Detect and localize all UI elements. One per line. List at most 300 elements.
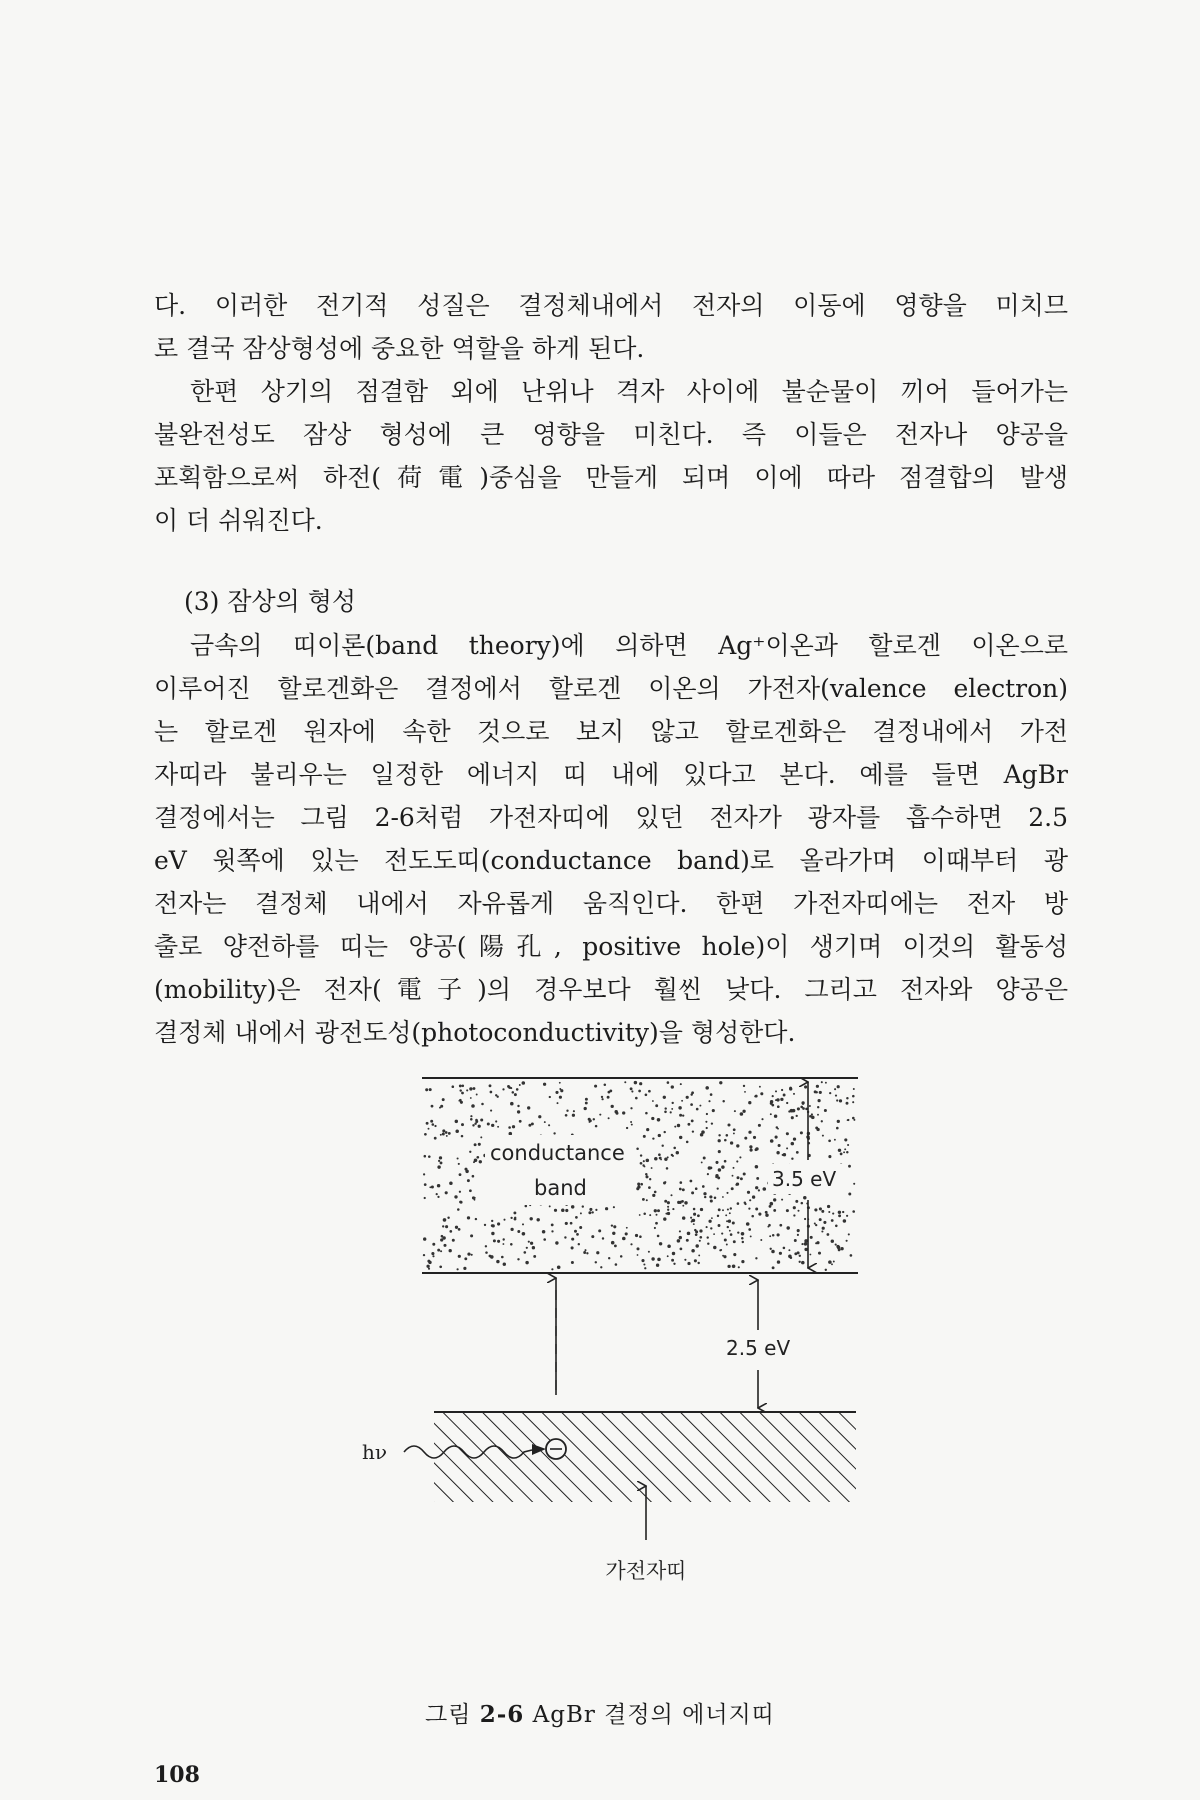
stipple-dot <box>682 1205 684 1207</box>
stipple-dot <box>730 1233 733 1236</box>
stipple-dot <box>754 1095 756 1097</box>
stipple-dot <box>454 1195 457 1198</box>
stipple-dot <box>814 1208 817 1211</box>
stipple-dot <box>817 1114 819 1116</box>
stipple-dot <box>816 1128 819 1131</box>
stipple-dot <box>646 1128 649 1131</box>
stipple-dot <box>503 1219 505 1221</box>
stipple-dot <box>727 1123 730 1126</box>
stipple-dot <box>549 1096 551 1098</box>
stipple-dot <box>579 1226 582 1229</box>
stipple-dot <box>472 1124 474 1126</box>
stipple-dot <box>517 1105 519 1107</box>
stipple-dot <box>472 1175 475 1178</box>
stipple-dot <box>464 1257 467 1260</box>
stipple-dot <box>699 1229 702 1232</box>
stipple-dot <box>698 1254 700 1256</box>
stipple-dot <box>775 1136 778 1139</box>
stipple-dot <box>677 1239 681 1243</box>
stipple-dot <box>582 1205 584 1207</box>
stipple-dot <box>672 1208 674 1210</box>
stipple-dot <box>836 1245 839 1248</box>
stipple-dot <box>679 1181 682 1184</box>
stipple-dot <box>487 1122 490 1125</box>
stipple-dot <box>825 1269 827 1271</box>
stipple-dot <box>727 1226 729 1228</box>
stipple-dot <box>639 1082 642 1085</box>
stipple-dot <box>732 1265 736 1269</box>
stipple-dot <box>755 1186 758 1189</box>
stipple-dot <box>478 1125 481 1128</box>
stipple-dot <box>665 1213 667 1215</box>
stipple-dot <box>557 1266 561 1270</box>
stipple-dot <box>736 1144 739 1147</box>
stipple-dot <box>522 1223 524 1225</box>
stipple-dot <box>428 1155 431 1158</box>
stipple-dot <box>501 1256 504 1259</box>
stipple-dot <box>431 1105 434 1108</box>
stipple-dot <box>743 1172 746 1175</box>
stipple-dot <box>777 1105 780 1108</box>
stipple-dot <box>459 1084 462 1087</box>
stipple-dot <box>729 1230 731 1232</box>
stipple-dot <box>467 1179 470 1182</box>
stipple-dot <box>510 1102 514 1106</box>
stipple-dot <box>527 1106 530 1109</box>
stipple-dot <box>700 1208 703 1211</box>
stipple-dot <box>476 1156 479 1159</box>
stipple-dot <box>759 1086 761 1088</box>
stipple-dot <box>430 1120 433 1123</box>
stipple-dot <box>693 1213 696 1216</box>
stipple-dot <box>682 1114 684 1116</box>
stipple-dot <box>755 1257 757 1259</box>
stipple-dot <box>680 1083 682 1085</box>
stipple-dot <box>496 1260 499 1263</box>
stipple-dot <box>818 1252 821 1255</box>
stipple-dot <box>443 1244 446 1247</box>
stipple-dot <box>753 1136 756 1139</box>
stipple-dot <box>699 1105 701 1107</box>
stipple-dot <box>654 1209 657 1212</box>
stipple-dot <box>533 1255 536 1258</box>
stipple-dot <box>847 1144 849 1146</box>
stipple-dot <box>769 1235 771 1237</box>
stipple-dot <box>434 1125 436 1127</box>
stipple-dot <box>648 1090 651 1093</box>
stipple-dot <box>770 1248 772 1250</box>
stipple-dot <box>733 1240 736 1243</box>
stipple-dot <box>773 1198 776 1201</box>
stipple-dot <box>755 1208 758 1211</box>
stipple-dot <box>646 1199 648 1201</box>
stipple-dot <box>497 1126 499 1128</box>
stipple-dot <box>838 1149 841 1152</box>
stipple-dot <box>439 1156 442 1159</box>
stipple-dot <box>614 1244 617 1247</box>
stipple-dot <box>549 1205 551 1207</box>
stipple-dot <box>601 1096 603 1098</box>
stipple-dot <box>528 1241 530 1243</box>
stipple-dot <box>491 1232 494 1235</box>
stipple-dot <box>593 1118 595 1120</box>
stipple-dot <box>667 1245 671 1249</box>
stipple-dot <box>553 1132 555 1134</box>
stipple-dot <box>591 1235 594 1238</box>
stipple-dot <box>480 1118 483 1121</box>
stipple-dot <box>611 1105 614 1108</box>
stipple-dot <box>485 1245 487 1247</box>
stipple-dot <box>434 1137 437 1140</box>
stipple-dot <box>853 1183 855 1185</box>
stipple-dot <box>748 1101 751 1104</box>
stipple-dot <box>691 1249 695 1253</box>
stipple-dot <box>528 1124 531 1127</box>
stipple-dot <box>667 1081 670 1084</box>
stipple-dot <box>783 1247 786 1250</box>
stipple-dot <box>462 1085 465 1088</box>
stipple-dot <box>571 1205 574 1208</box>
stipple-dot <box>507 1085 510 1088</box>
stipple-dot <box>834 1088 836 1090</box>
stipple-dot <box>514 1093 517 1096</box>
stipple-dot <box>847 1119 849 1121</box>
stipple-dot <box>440 1105 443 1108</box>
stipple-dot <box>588 1211 591 1214</box>
stipple-dot <box>447 1217 449 1219</box>
stipple-dot <box>642 1198 645 1201</box>
stipple-dot <box>737 1202 740 1205</box>
stipple-dot <box>794 1239 797 1242</box>
stipple-dot <box>455 1130 459 1134</box>
stipple-dot <box>797 1234 799 1236</box>
stipple-dot <box>503 1263 506 1266</box>
stipple-dot <box>630 1107 632 1109</box>
stipple-dot <box>643 1263 645 1265</box>
stipple-dot <box>710 1199 713 1202</box>
stipple-dot <box>432 1243 435 1246</box>
stipple-dot <box>789 1087 792 1090</box>
stipple-dot <box>641 1259 644 1262</box>
stipple-dot <box>554 1209 557 1212</box>
stipple-dot <box>697 1262 699 1264</box>
stipple-dot <box>801 1261 805 1265</box>
stipple-dot <box>692 1130 694 1132</box>
stipple-dot <box>490 1255 494 1259</box>
stipple-dot <box>819 1207 822 1210</box>
stipple-dot <box>770 1102 773 1105</box>
stipple-dot <box>718 1139 721 1142</box>
stipple-dot <box>853 1119 855 1121</box>
stipple-dot <box>733 1253 736 1256</box>
stipple-dot <box>519 1120 522 1123</box>
stipple-dot <box>612 1232 615 1235</box>
stipple-dot <box>667 1201 670 1204</box>
stipple-dot <box>652 1100 654 1102</box>
stipple-dot <box>626 1227 628 1229</box>
stipple-dot <box>848 1193 851 1196</box>
stipple-dot <box>503 1238 505 1240</box>
stipple-dot <box>732 1221 735 1224</box>
stipple-dot <box>730 1207 732 1209</box>
stipple-dot <box>828 1260 832 1264</box>
stipple-dot <box>796 1151 799 1154</box>
stipple-dot <box>648 1251 650 1253</box>
stipple-dot <box>490 1110 492 1112</box>
stipple-dot <box>691 1091 694 1094</box>
stipple-dot <box>574 1230 577 1233</box>
stipple-dot <box>634 1081 637 1084</box>
stipple-dot <box>707 1173 709 1175</box>
stipple-dot <box>517 1230 520 1233</box>
stipple-dot <box>701 1130 705 1134</box>
stipple-dot <box>848 1165 851 1168</box>
stipple-dot <box>571 1238 574 1241</box>
stipple-dot <box>474 1122 476 1124</box>
stipple-dot <box>639 1214 641 1216</box>
stipple-dot <box>449 1249 452 1252</box>
stipple-dot <box>829 1092 831 1094</box>
stipple-dot <box>604 1083 607 1086</box>
stipple-dot <box>445 1225 448 1228</box>
stipple-dot <box>838 1214 841 1217</box>
stipple-dot <box>842 1211 844 1213</box>
stipple-dot <box>777 1128 779 1130</box>
valence-band <box>434 1412 856 1502</box>
stipple-dot <box>771 1250 775 1254</box>
stipple-dot <box>620 1255 623 1258</box>
stipple-dot <box>715 1176 717 1178</box>
stipple-dot <box>706 1127 708 1129</box>
stipple-dot <box>559 1088 561 1090</box>
stipple-dot <box>708 1100 710 1102</box>
stipple-dot <box>467 1216 470 1219</box>
stipple-dot <box>522 1081 526 1085</box>
stipple-dot <box>613 1206 615 1208</box>
stipple-dot <box>481 1103 484 1106</box>
stipple-dot <box>724 1160 727 1163</box>
stipple-dot <box>721 1165 724 1168</box>
stipple-dot <box>804 1242 808 1246</box>
stipple-dot <box>576 1233 579 1236</box>
stipple-dot <box>584 1249 586 1251</box>
stipple-dot <box>439 1265 442 1268</box>
stipple-dot <box>667 1206 669 1208</box>
band-width-label: 3.5 eV <box>772 1167 837 1191</box>
stipple-dot <box>749 1145 752 1148</box>
stipple-dot <box>457 1157 459 1159</box>
stipple-dot <box>624 1081 626 1083</box>
band-gap-label: 2.5 eV <box>726 1336 791 1360</box>
stipple-dot <box>667 1209 669 1211</box>
stipple-dot <box>679 1114 682 1117</box>
stipple-dot <box>525 1205 528 1208</box>
stipple-dot <box>551 1268 553 1270</box>
stipple-dot <box>823 1221 826 1224</box>
stipple-dot <box>680 1248 683 1251</box>
stipple-dot <box>747 1191 750 1194</box>
stipple-dot <box>645 1093 648 1096</box>
stipple-dot <box>691 1221 693 1223</box>
stipple-dot <box>709 1195 712 1198</box>
stipple-dot <box>479 1160 482 1163</box>
stipple-dot <box>474 1197 476 1199</box>
stipple-dot <box>742 1110 745 1113</box>
text-line: 결정체 내에서 광전도성(photoconductivity)을 형성한다. <box>154 1018 796 1047</box>
stipple-dot <box>802 1103 804 1105</box>
stipple-dot <box>585 1102 588 1105</box>
stipple-dot <box>727 1265 730 1268</box>
stipple-dot <box>783 1094 786 1097</box>
stipple-dot <box>687 1123 690 1126</box>
stipple-dot <box>846 1240 848 1242</box>
stipple-dot <box>656 1264 659 1267</box>
stipple-dot <box>446 1135 448 1137</box>
text-line: 출로 양전하를 띠는 양공(陽孔, positive hole)이 생기며 이것의 활동성 <box>154 932 1068 961</box>
stipple-dot <box>543 1238 546 1241</box>
stipple-dot <box>510 1087 512 1089</box>
stipple-dot <box>705 1086 709 1090</box>
stipple-dot <box>821 1120 823 1122</box>
stipple-dot <box>440 1250 442 1252</box>
stipple-dot <box>442 1236 445 1239</box>
stipple-dot <box>836 1127 839 1130</box>
stipple-dot <box>781 1199 783 1201</box>
stipple-dot <box>743 1085 745 1087</box>
stipple-dot <box>491 1220 493 1222</box>
stipple-dot <box>640 1154 642 1156</box>
stipple-dot <box>474 1159 478 1163</box>
stipple-dot <box>706 1226 708 1228</box>
stipple-dot <box>737 1176 740 1179</box>
stipple-dot <box>843 1151 845 1153</box>
stipple-dot <box>438 1160 440 1162</box>
stipple-dot <box>608 1117 610 1119</box>
stipple-dot <box>484 1224 486 1226</box>
stipple-dot <box>748 1131 751 1134</box>
stipple-dot <box>510 1217 512 1219</box>
stipple-dot <box>733 1128 736 1131</box>
stipple-dot <box>687 1232 691 1236</box>
stipple-dot <box>565 1209 568 1212</box>
stipple-dot <box>598 1229 601 1232</box>
stipple-dot <box>774 1114 777 1117</box>
stipple-dot <box>835 1244 837 1246</box>
stipple-dot <box>838 1211 841 1214</box>
stipple-dot <box>793 1206 796 1209</box>
stipple-dot <box>428 1128 430 1130</box>
stipple-dot <box>725 1214 727 1216</box>
stipple-dot <box>657 1118 661 1122</box>
text-line: 전자는 결정체 내에서 자유롭게 움직인다. 한편 가전자띠에는 전자 방 <box>154 889 1068 918</box>
stipple-dot <box>475 1218 477 1220</box>
stipple-dot <box>703 1157 706 1160</box>
stipple-dot <box>708 1166 712 1170</box>
stipple-dot <box>852 1210 855 1213</box>
stipple-dot <box>734 1110 736 1112</box>
stipple-dot <box>601 1098 603 1100</box>
section-heading: (3) 잠상의 형성 <box>184 587 357 616</box>
stipple-dot <box>664 1181 666 1183</box>
stipple-dot <box>649 1178 651 1180</box>
stipple-dot <box>728 1220 731 1223</box>
stipple-dot <box>440 1134 442 1136</box>
stipple-dot <box>655 1222 658 1225</box>
stipple-dot <box>514 1217 516 1219</box>
stipple-dot <box>467 1252 470 1255</box>
stipple-dot <box>722 1100 724 1102</box>
stipple-dot <box>726 1192 728 1194</box>
stipple-dot <box>673 1147 676 1150</box>
stipple-dot <box>801 1202 804 1205</box>
stipple-dot <box>786 1102 788 1104</box>
stipple-dot <box>580 1212 582 1214</box>
stipple-dot <box>713 1246 716 1249</box>
stipple-dot <box>551 1224 554 1227</box>
band-label: band <box>534 1176 587 1200</box>
stipple-dot <box>699 1236 702 1239</box>
stipple-dot <box>781 1089 783 1091</box>
stipple-dot <box>588 1118 591 1121</box>
stipple-dot <box>836 1099 838 1101</box>
stipple-dot <box>644 1267 646 1269</box>
stipple-dot <box>654 1227 656 1229</box>
stipple-dot <box>659 1242 662 1245</box>
stipple-dot <box>474 1143 477 1146</box>
stipple-dot <box>584 1107 587 1110</box>
stipple-dot <box>670 1111 672 1113</box>
stipple-dot <box>843 1219 846 1222</box>
stipple-dot <box>471 1104 475 1108</box>
stipple-dot <box>667 1156 669 1158</box>
stipple-dot <box>702 1185 705 1188</box>
stipple-dot <box>622 1237 626 1241</box>
stipple-dot <box>602 1237 604 1239</box>
stipple-dot <box>802 1107 805 1110</box>
stipple-dot <box>682 1188 685 1191</box>
stipple-dot <box>782 1154 784 1156</box>
stipple-dot <box>681 1200 684 1203</box>
stipple-dot <box>737 1231 739 1233</box>
stipple-dot <box>636 1147 639 1150</box>
stipple-dot <box>831 1219 834 1222</box>
stipple-dot <box>678 1106 681 1109</box>
stipple-dot <box>727 1208 729 1210</box>
stipple-dot <box>825 1082 827 1084</box>
stipple-dot <box>572 1114 575 1117</box>
stipple-dot <box>645 1173 648 1176</box>
stipple-dot <box>809 1254 811 1256</box>
stipple-dot <box>711 1217 713 1219</box>
stipple-dot <box>814 1222 816 1224</box>
stipple-dot <box>712 1109 715 1112</box>
stipple-dot <box>428 1261 431 1264</box>
stipple-dot <box>493 1239 496 1242</box>
stipple-dot <box>726 1134 729 1137</box>
stipple-dot <box>744 1137 747 1140</box>
stipple-dot <box>469 1087 472 1090</box>
stipple-dot <box>756 1177 759 1180</box>
stipple-dot <box>732 1175 734 1177</box>
stipple-dot <box>512 1091 515 1094</box>
stipple-dot <box>542 1230 546 1234</box>
stipple-dot <box>651 1117 654 1120</box>
stipple-dot <box>741 1232 745 1236</box>
stipple-dot <box>767 1226 769 1228</box>
stipple-dot <box>797 1107 800 1110</box>
stipple-dot <box>595 1125 598 1128</box>
stipple-dot <box>695 1233 697 1235</box>
